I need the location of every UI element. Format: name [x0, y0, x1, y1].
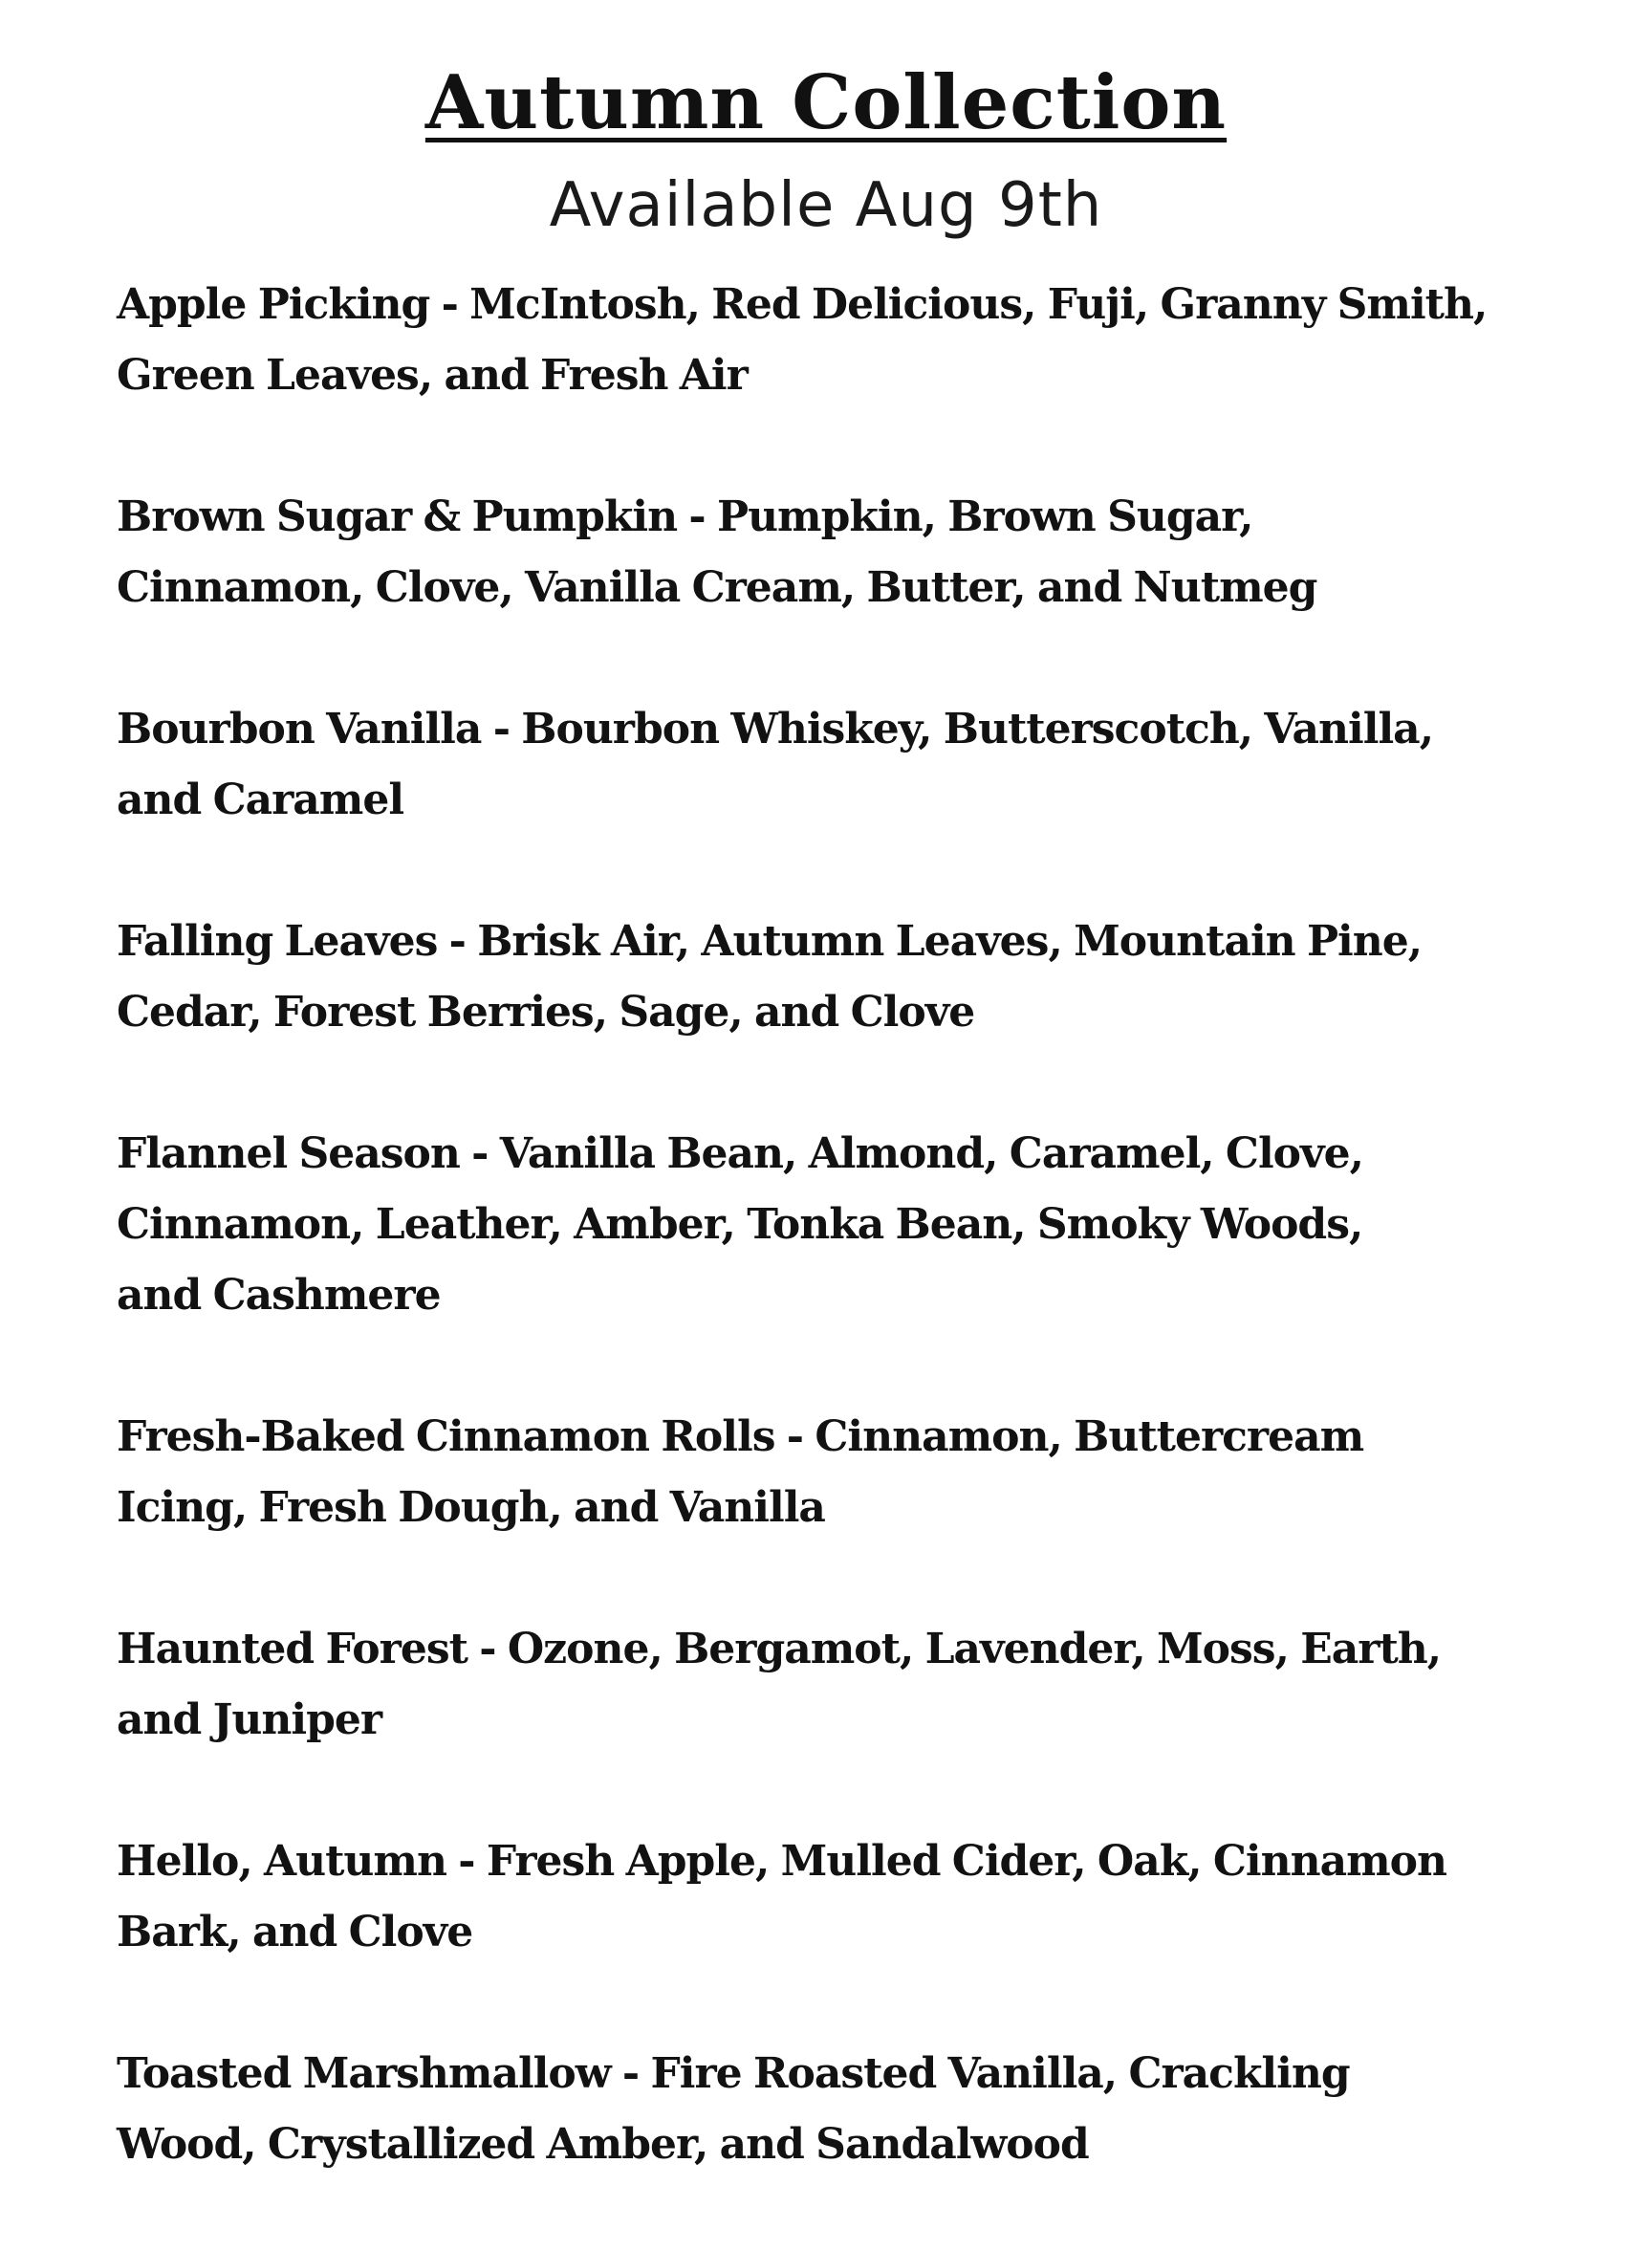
scent-item-toasted-marshmallow: Toasted Marshmallow - Fire Roasted Vanilla, Crackling Wood, Crystallized Amber, and Sandalwood	[117, 2049, 1350, 2169]
scent-item-bourbon-vanilla: Bourbon Vanilla - Bourbon Whiskey, Butterscotch, Vanilla, and Caramel	[117, 705, 1434, 824]
scent-item-hello-autumn: Hello, Autumn - Fresh Apple, Mulled Cider, Oak, Cinnamon Bark, and Clove	[117, 1837, 1446, 1956]
scent-item-flannel-season: Flannel Season - Vanilla Bean, Almond, Caramel, Clove, Cinnamon, Leather, Amber, Tonka Bean, Smoky Woods, and Cashmere	[117, 1129, 1363, 1320]
scent-item-falling-leaves: Falling Leaves - Brisk Air, Autumn Leaves, Mountain Pine, Cedar, Forest Berries, Sage, and Clove	[117, 917, 1423, 1037]
page-title-text: Autumn Collection	[424, 59, 1228, 146]
page-title	[0, 55, 1652, 151]
scent-item-apple-picking: Apple Picking - McIntosh, Red Delicious, Fuji, Granny Smith, Green Leaves, and Fresh Air	[117, 280, 1488, 400]
scent-item-haunted-forest: Haunted Forest - Ozone, Bergamot, Lavender, Moss, Earth, and Juniper	[117, 1625, 1442, 1744]
availability-subtitle: Available Aug 9th	[549, 170, 1103, 241]
scent-item-fresh-baked-cinnamon-rolls: Fresh-Baked Cinnamon Rolls - Cinnamon, Buttercream Icing, Fresh Dough, and Vanilla	[117, 1412, 1364, 1532]
scent-item-brown-sugar-pumpkin: Brown Sugar & Pumpkin - Pumpkin, Brown Sugar, Cinnamon, Clove, Vanilla Cream, Butter, and Nutmeg	[117, 492, 1317, 612]
scent-list	[117, 270, 1570, 2251]
